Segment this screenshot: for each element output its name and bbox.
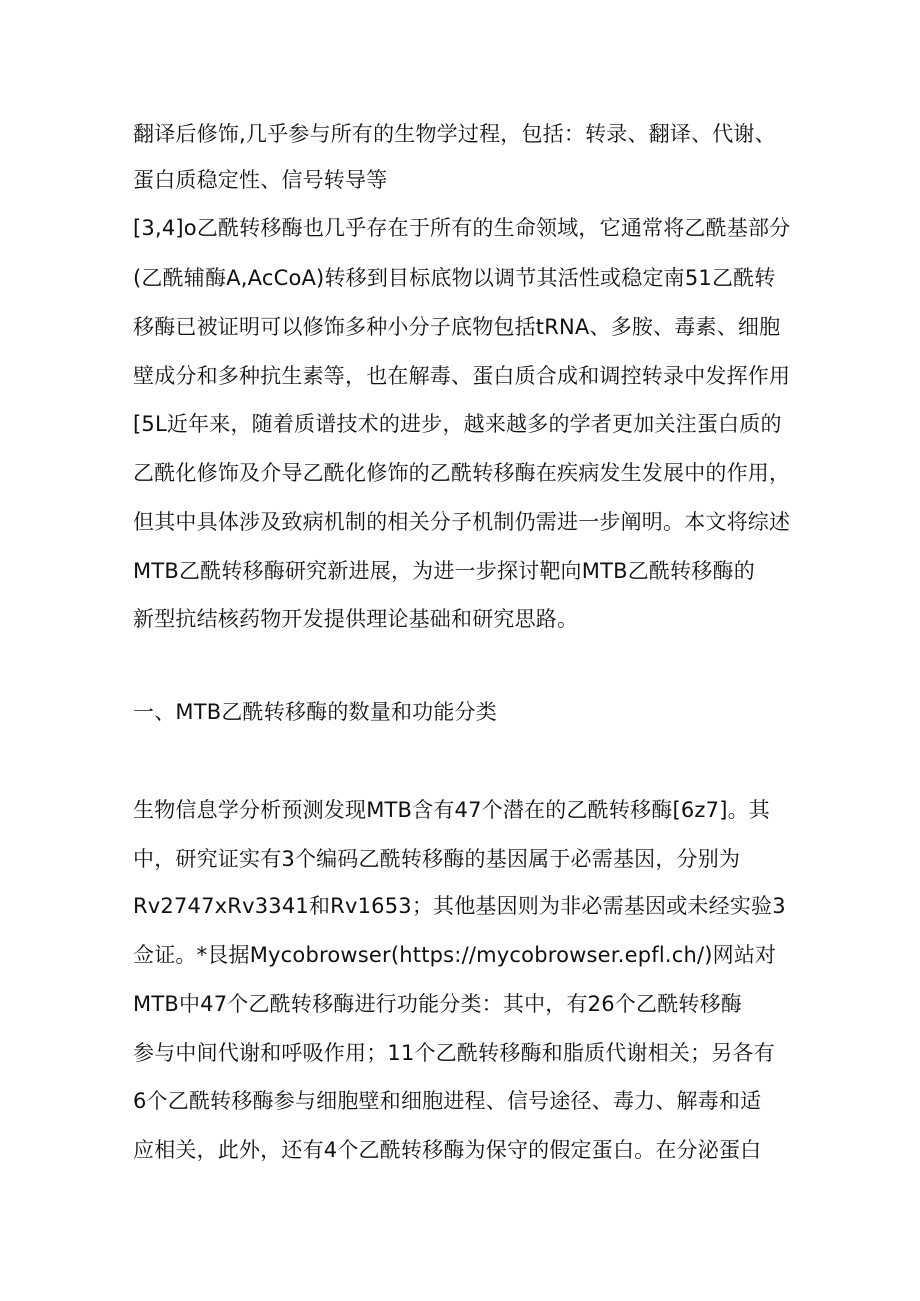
- paragraph-1-line: 壁成分和多种抗生素等，也在解毒、蛋白质合成和调控转录中发挥作用: [133, 364, 791, 388]
- section-heading: 一、MTB乙酰转移酶的数量和功能分类: [133, 700, 497, 724]
- paragraph-1-line: 移酶已被证明可以修饰多种小分子底物包括tRNA、多胺、毒素、细胞: [133, 315, 781, 339]
- paragraph-2-line: 应相关，此外，还有4个乙酰转移酶为保守的假定蛋白。在分泌蛋白: [133, 1138, 762, 1162]
- paragraph-2-line: 参与中间代谢和呼吸作用；11个乙酰转移酶和脂质代谢相关；另各有: [133, 1041, 775, 1065]
- paragraph-1-line: 蛋白质稳定性、信号转导等: [133, 168, 388, 192]
- paragraph-1-line: [5L近年来，随着质谱技术的进步，越来越多的学者更加关注蛋白质的: [133, 412, 782, 436]
- paragraph-1-line: 新型抗结核药物开发提供理论基础和研究思路。: [133, 607, 579, 631]
- paragraph-2-line: 中，研究证实有3个编码乙酰转移酶的基因属于必需基因，分别为: [133, 847, 741, 871]
- paragraph-2-line: 6个乙酰转移酶参与细胞壁和细胞进程、信号途径、毒力、解毒和适: [133, 1089, 762, 1113]
- paragraph-1-line: MTB乙酰转移酶研究新进展，为进一步探讨靶向MTB乙酰转移酶的: [133, 559, 755, 583]
- paragraph-1-line: 但其中具体涉及致病机制的相关分子机制仍需进一步阐明。本文将综述: [133, 510, 791, 534]
- paragraph-1-line: [3,4]o乙酰转移酶也几乎存在于所有的生命领域，它通常将乙酰基部分: [133, 216, 791, 240]
- paragraph-1-line: 乙酰化修饰及介导乙酰化修饰的乙酰转移酶在疾病发生发展中的作用，: [133, 461, 791, 485]
- paragraph-1-line: 翻译后修饰,几乎参与所有的生物学过程，包括：转录、翻译、代谢、: [133, 122, 776, 146]
- paragraph-2-line: MTB中47个乙酰转移酶进行功能分类：其中，有26个乙酰转移酶: [133, 992, 742, 1016]
- paragraph-2-line: 佥证。*艮据Mycobrowser(https://mycobrowser.epfl.ch/)网站对: [133, 943, 777, 967]
- paragraph-1-line: (乙酰辅酶A,AcCoA)转移到目标底物以调节其活性或稳定南51乙酰转: [133, 266, 776, 290]
- paragraph-2-line: Rv2747xRv3341和Rv1653；其他基因则为非必需基因或未经实验3: [133, 894, 786, 918]
- paragraph-2-line: 生物信息学分析预测发现MTB含有47个潜在的乙酰转移酶[6z7]。其: [133, 798, 771, 822]
